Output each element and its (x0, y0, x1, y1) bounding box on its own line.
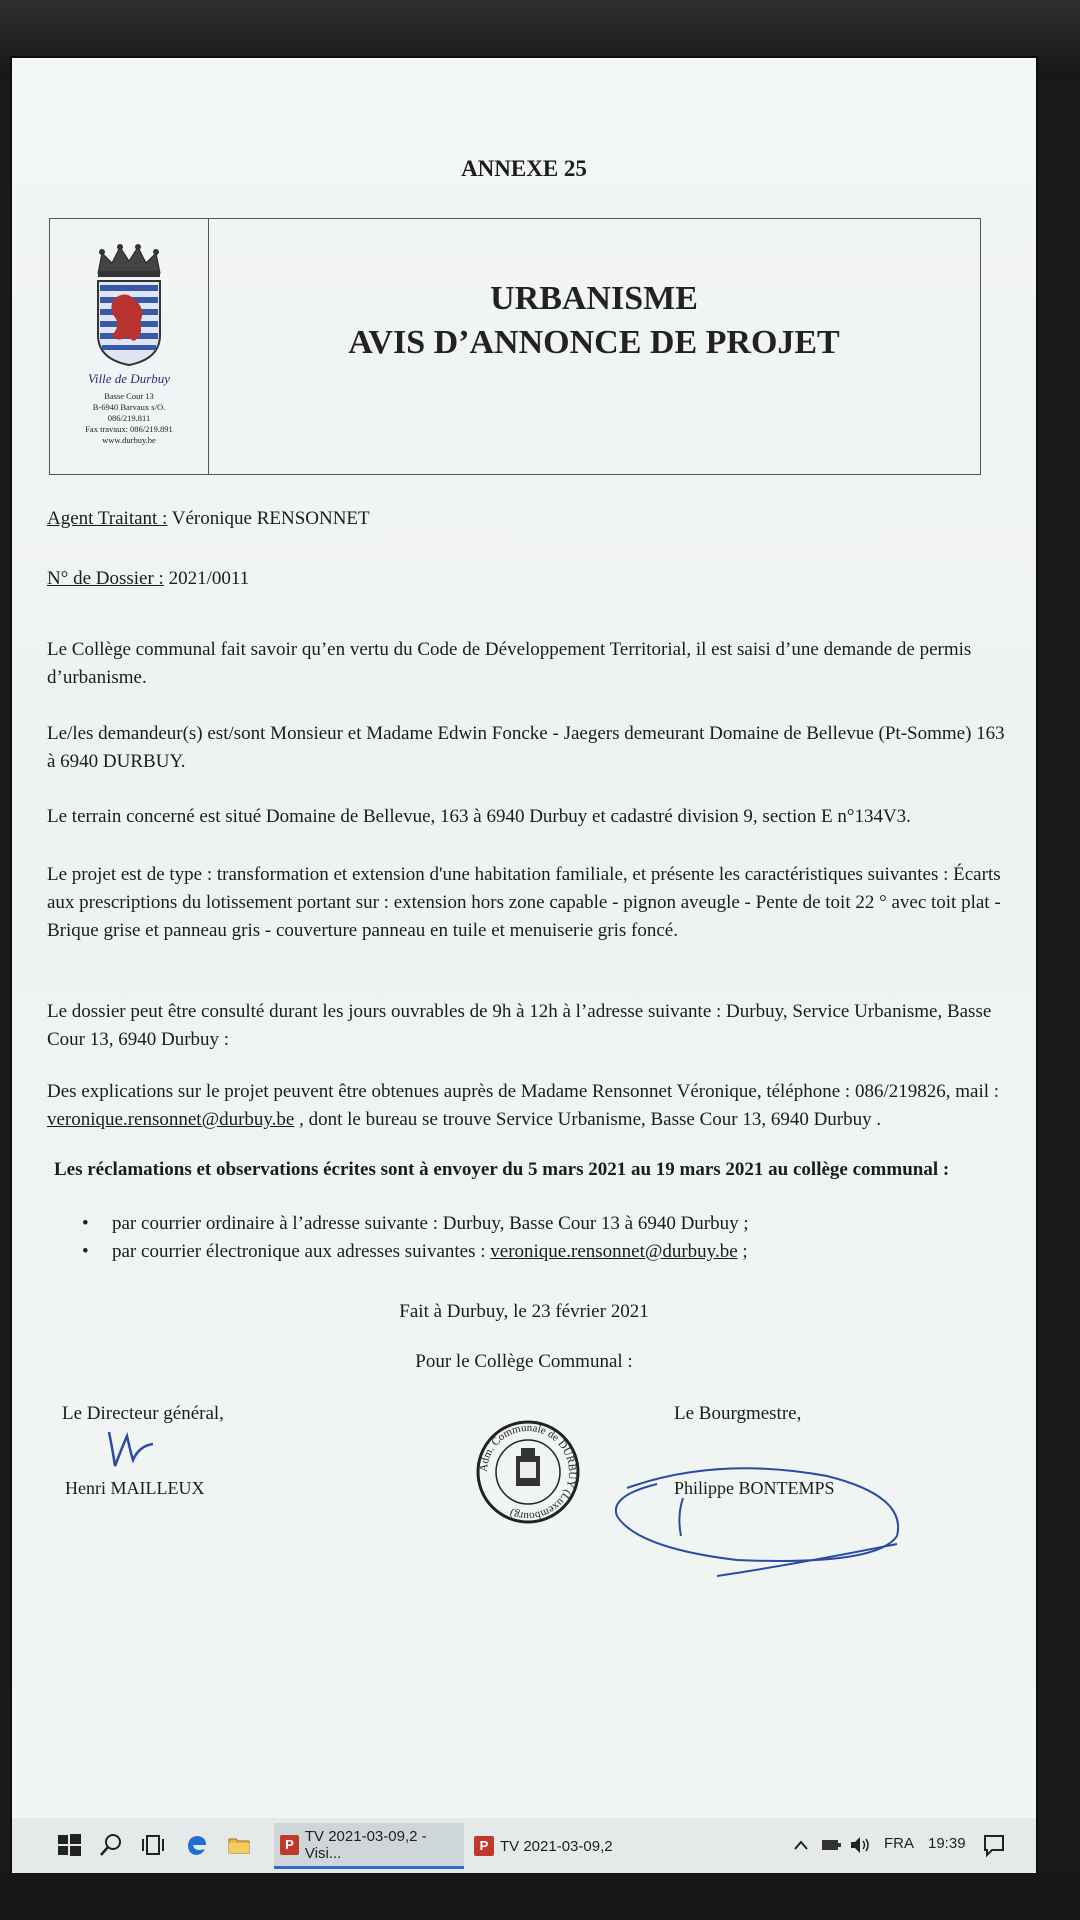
claims-list (82, 1210, 982, 1266)
clock[interactable]: 19:39 (928, 1835, 966, 1852)
paragraph-contact: Des explications sur le projet peuvent être obtenues auprès de Madame Rensonnet Véronique, téléphone : 086/219826, mail : veronique.rensonnet@durbuy.be , dont le bureau se trouve Service Urbanisme, Basse Cour 13, 6940 Durbuy . (47, 1081, 1000, 1130)
stamp-text: Adm. Communale de DURBUY (Luxembourg) (477, 1421, 579, 1523)
powerpoint-icon: P (280, 1835, 299, 1855)
header-box (49, 218, 981, 475)
city-address: Basse Cour 13 B-6940 Barvaux s/O. 086/219.811 Fax travaux: 086/219.891 www.durbuy.be (85, 391, 173, 445)
coat-of-arms-icon (96, 279, 162, 367)
crown-icon (94, 243, 164, 279)
handwritten-signature-icon (597, 1436, 922, 1586)
left-signatory-role: Le Directeur général, (62, 1403, 224, 1424)
chevron-up-icon[interactable] (792, 1832, 810, 1858)
paragraph-applicants: Le/les demandeur(s) est/sont Monsieur et Madame Edwin Foncke - Jaegers demeurant Domaine de Bellevue (Pt-Somme) 163 à 6940 DURBUY. (47, 723, 1005, 772)
taskbar-app-powerpoint-visible[interactable]: P TV 2021-03-09,2 - Visi... (274, 1823, 464, 1869)
dossier-line: N° de Dossier : 2021/0011 (47, 568, 250, 589)
search-icon[interactable] (98, 1832, 124, 1858)
list-item: • par courrier ordinaire à l’adresse suivante : Durbuy, Basse Cour 13 à 6940 Durbuy ; (82, 1210, 982, 1238)
battery-icon[interactable] (820, 1832, 842, 1858)
official-stamp-icon (474, 1418, 582, 1526)
annexe-label: ANNEXE 25 (461, 156, 587, 181)
notification-center-icon[interactable] (982, 1832, 1006, 1858)
agent-line: Agent Traitant : Véronique RENSONNET (47, 508, 370, 529)
task-view-icon[interactable] (140, 1832, 166, 1858)
left-signatory-name: Henri MAILLEUX (65, 1478, 205, 1498)
right-signatory-role: Le Bourgmestre, (674, 1403, 802, 1424)
bullet-icon: • (82, 1241, 89, 1262)
paragraph-project: Le projet est de type : transformation et extension d'une habitation familiale, et présente les caractéristiques suivantes : Écarts aux prescriptions du lotissement portant sur : extension hors zone capable - pignon aveugle - Pente de toit 22 ° avec toit plat - Brique grise et panneau gris - couverture panneau en tuile et menuiserie gris foncé. (47, 864, 1001, 941)
screen (12, 58, 1036, 1873)
paragraph-terrain: Le terrain concerné est situé Domaine de Bellevue, 163 à 6940 Durbuy et cadastré division 9, section E n°134V3. (47, 806, 911, 827)
paragraph-consultation: Le dossier peut être consulté durant les jours ouvrables de 9h à 12h à l’adresse suivante : Durbuy, Service Urbanisme, Basse Cour 13, 6940 Durbuy : (47, 1001, 992, 1050)
edge-browser-icon[interactable] (184, 1832, 210, 1858)
windows-start-icon[interactable] (56, 1832, 82, 1858)
bullet-icon: • (82, 1213, 89, 1234)
file-explorer-icon[interactable] (226, 1832, 252, 1858)
language-indicator[interactable]: FRA (884, 1835, 914, 1852)
document-title: URBANISME AVIS D’ANNONCE DE PROJET (348, 280, 840, 361)
document-viewer (12, 58, 1036, 1818)
claims-heading: Les réclamations et observations écrites sont à envoyer du 5 mars 2021 au 19 mars 2021 au collège communal : (54, 1159, 950, 1180)
powerpoint-icon: P (474, 1836, 494, 1856)
college-line: Pour le Collège Communal : (415, 1351, 633, 1372)
handwritten-initials-icon (97, 1426, 157, 1476)
email-link[interactable]: veronique.rensonnet@durbuy.be (47, 1109, 295, 1130)
durbuy-logo (50, 219, 209, 474)
taskbar-app-powerpoint[interactable]: P TV 2021-03-09,2 (468, 1823, 658, 1869)
city-name: Ville de Durbuy (87, 371, 171, 386)
email-link[interactable]: veronique.rensonnet@durbuy.be (490, 1241, 738, 1262)
list-item: • par courrier électronique aux adresses suivantes : veronique.rensonnet@durbuy.be ; (82, 1238, 982, 1266)
windows-taskbar (12, 1818, 1036, 1873)
date-line: Fait à Durbuy, le 23 février 2021 (399, 1301, 649, 1322)
right-signatory-name: Philippe BONTEMPS (674, 1478, 835, 1498)
paragraph-intro: Le Collège communal fait savoir qu’en vertu du Code de Développement Territorial, il est saisi d’une demande de permis d’urbanisme. (47, 639, 972, 688)
volume-icon[interactable] (848, 1832, 872, 1858)
monitor-bezel-bottom (0, 1873, 1080, 1920)
